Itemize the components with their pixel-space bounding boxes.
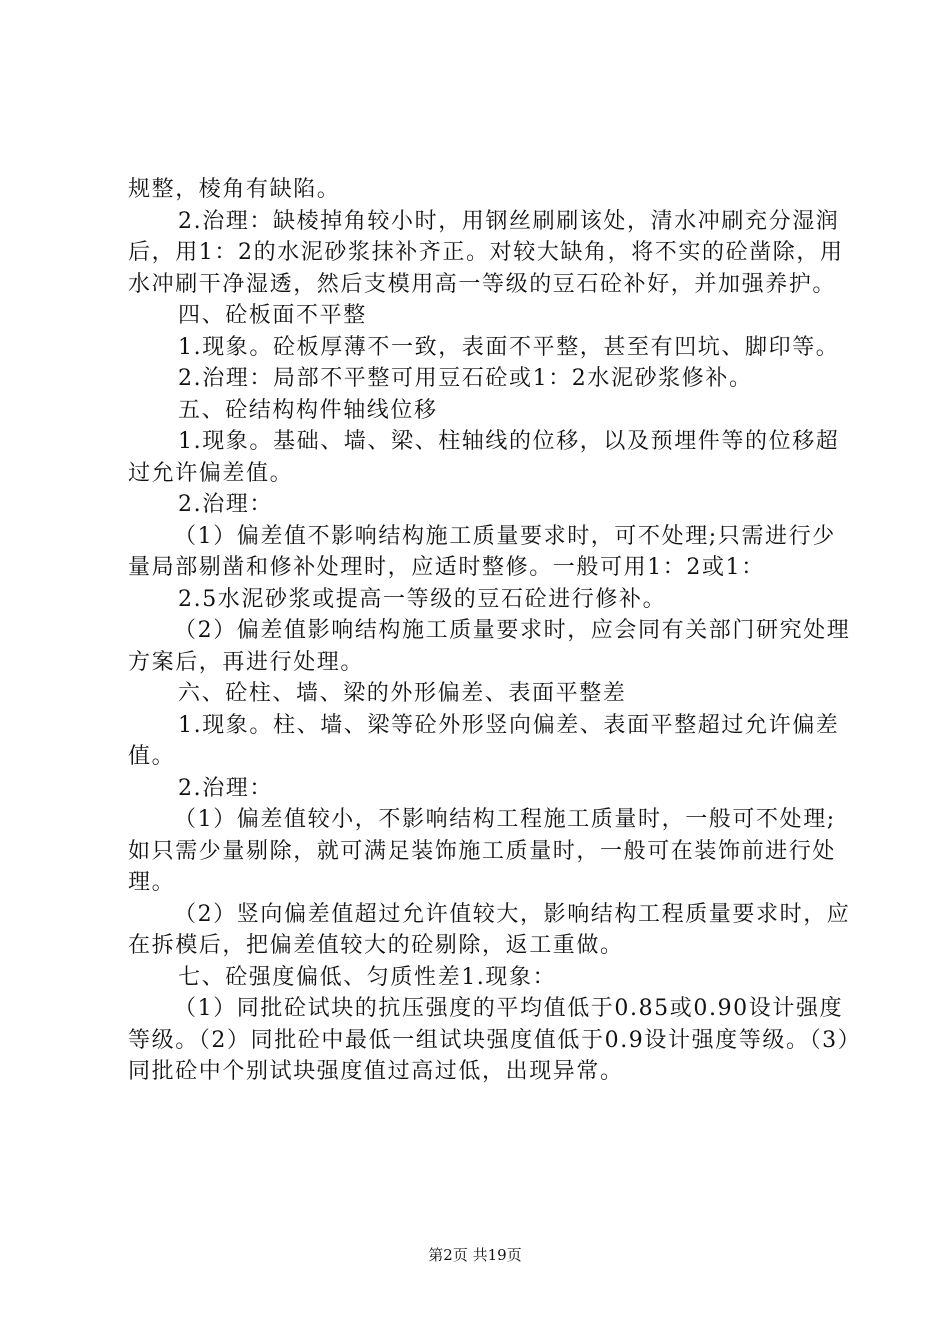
paragraph: 四、砼板面不平整 — [178, 303, 367, 328]
document-body — [128, 174, 854, 1088]
paragraph: 2.治理： — [178, 775, 273, 801]
paragraph: 五、砼结构构件轴线位移 — [178, 397, 438, 423]
paragraph: 2.5水泥砂浆或提高一等级的豆石砼进行修补。 — [178, 586, 667, 612]
paragraph: 2.治理： — [178, 492, 273, 517]
paragraph: 七、砼强度偏低、匀质性差1.现象： — [178, 964, 557, 990]
paragraph: 2.治理：局部不平整可用豆石砼或1：2水泥砂浆修补。 — [178, 366, 753, 391]
paragraph: 1.现象。柱、墙、梁等砼外形竖向偏差、表面平整超过允许偏差值。 — [128, 712, 840, 769]
paragraph: （1）偏差值较小，不影响结构工程施工质量时，一般可不处理;如只需少量剔除，就可满足装饰施工质量时，一般可在装饰前进行处理。 — [128, 807, 837, 895]
page-footer: 第2页 共19页 — [428, 1246, 522, 1264]
paragraph: （1）同批砼试块的抗压强度的平均值低于0.85或0.90设计强度等级。（2）同批砼中最低一组试块强度值低于0.9设计强度等级。（3）同批砼中个别试块强度值过高过低，出现异常。 — [128, 996, 851, 1084]
paragraph: （2）偏差值影响结构施工质量要求时，应会同有关部门研究处理方案后，再进行处理。 — [128, 618, 851, 675]
paragraph: 1.现象。基础、墙、梁、柱轴线的位移，以及预埋件等的位移超过允许偏差值。 — [128, 429, 840, 486]
paragraph: 规整，棱角有缺陷。 — [128, 177, 341, 202]
paragraph: 六、砼柱、墙、梁的外形偏差、表面平整差 — [178, 681, 627, 706]
paragraph: 2.治理：缺棱掉角较小时，用钢丝刷刷该处，清水冲刷充分湿润后，用1：2的水泥砂浆抹补齐正。对较大缺角，将不实的砼凿除，用水冲刷干净湿透，然后支模用高一等级的豆石砼补好，并加强养护。 — [128, 208, 844, 297]
paragraph: 1.现象。砼板厚薄不一致，表面不平整，甚至有凹坑、脚印等。 — [178, 334, 840, 360]
paragraph: （2）竖向偏差值超过允许值较大，影响结构工程质量要求时，应在拆模后，把偏差值较大的砼剔除，返工重做。 — [128, 901, 851, 958]
paragraph: （1）偏差值不影响结构施工质量要求时，可不处理;只需进行少量局部剔凿和修补处理时，应适时整修。一般可用1：2或1： — [128, 523, 836, 580]
